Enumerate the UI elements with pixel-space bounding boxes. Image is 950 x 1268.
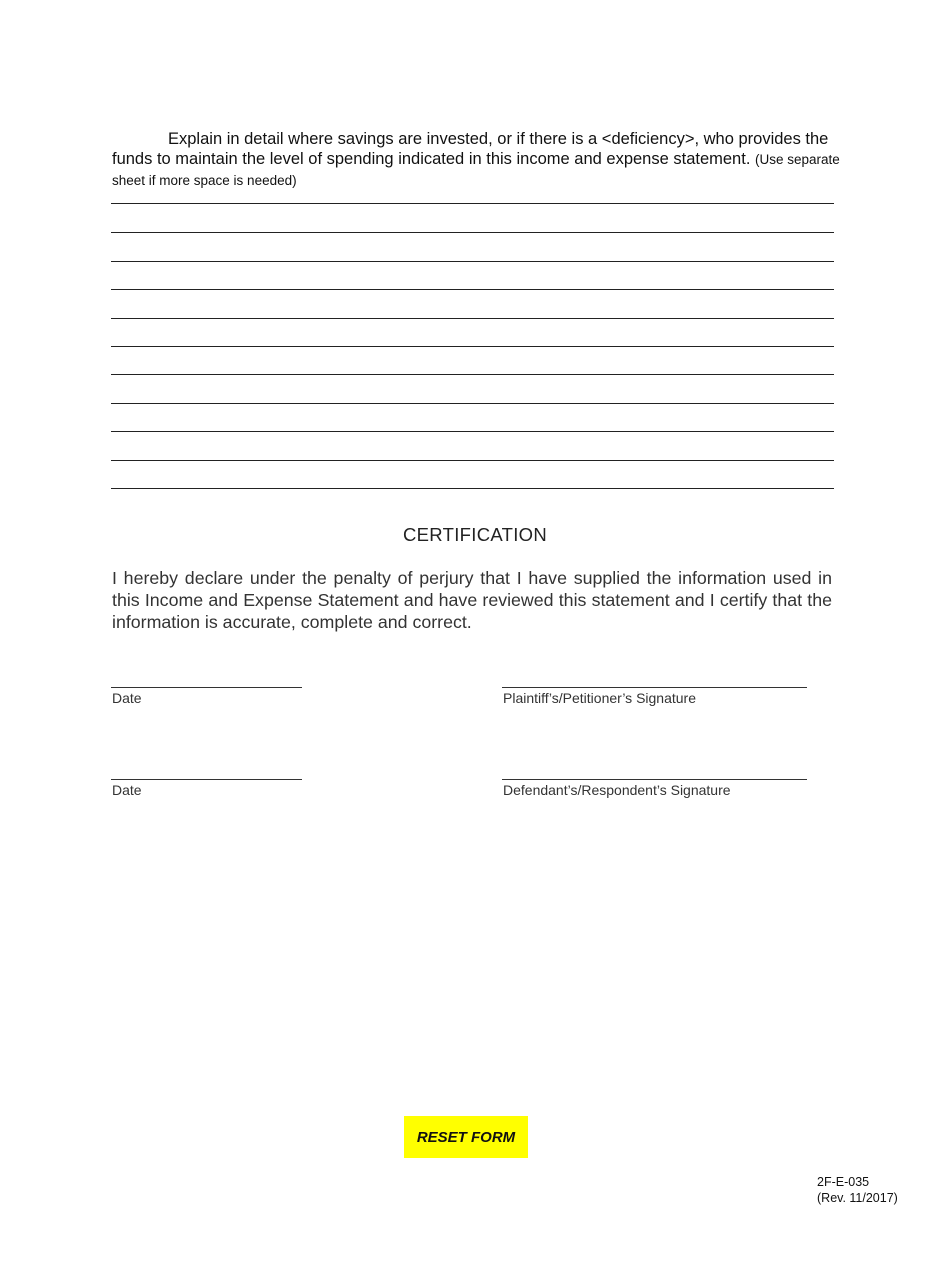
form-identifier <box>817 1175 898 1206</box>
plaintiff-signature-label: Plaintiff’s/Petitioner’s Signature <box>503 690 696 706</box>
date-label-2: Date <box>112 782 142 798</box>
explanation-main-text: Explain in detail where savings are invested, or if there is a <deficiency>, who provides the funds to maintain the level of spending indicated in this income and expense statement. <box>112 130 829 168</box>
certification-text: I hereby declare under the penalty of perjury that I have supplied the information used in this Income and Expense Statement and have reviewed this statement and I certify that the information is accurate, complete and correct. <box>112 568 832 632</box>
explanation-line-9[interactable] <box>111 431 834 459</box>
explanation-line-7[interactable] <box>111 374 834 402</box>
explanation-line-10[interactable] <box>111 460 834 488</box>
defendant-signature-label: Defendant’s/Respondent’s Signature <box>503 782 731 798</box>
date-field-2[interactable] <box>111 779 302 780</box>
plaintiff-signature-field[interactable] <box>502 687 807 688</box>
reset-form-button[interactable]: RESET FORM <box>404 1116 528 1158</box>
form-revision: (Rev. 11/2017) <box>817 1190 898 1205</box>
certification-heading: CERTIFICATION <box>402 524 548 545</box>
explanation-line-3[interactable] <box>111 261 834 289</box>
date-field-1[interactable] <box>111 687 302 688</box>
defendant-signature-field[interactable] <box>502 779 807 780</box>
explanation-line-6[interactable] <box>111 346 834 374</box>
explanation-instructions <box>112 129 840 191</box>
date-label-1: Date <box>112 690 142 706</box>
explanation-line-2[interactable] <box>111 232 834 260</box>
explanation-line-11[interactable] <box>111 488 834 516</box>
explanation-line-5[interactable] <box>111 318 834 346</box>
form-code: 2F-E-035 <box>817 1175 870 1189</box>
explanation-line-8[interactable] <box>111 403 834 431</box>
explanation-lines <box>111 203 834 516</box>
explanation-line-1[interactable] <box>111 203 834 232</box>
explanation-note: (Use separate sheet if more space is needed) <box>112 152 840 188</box>
explanation-line-4[interactable] <box>111 289 834 317</box>
